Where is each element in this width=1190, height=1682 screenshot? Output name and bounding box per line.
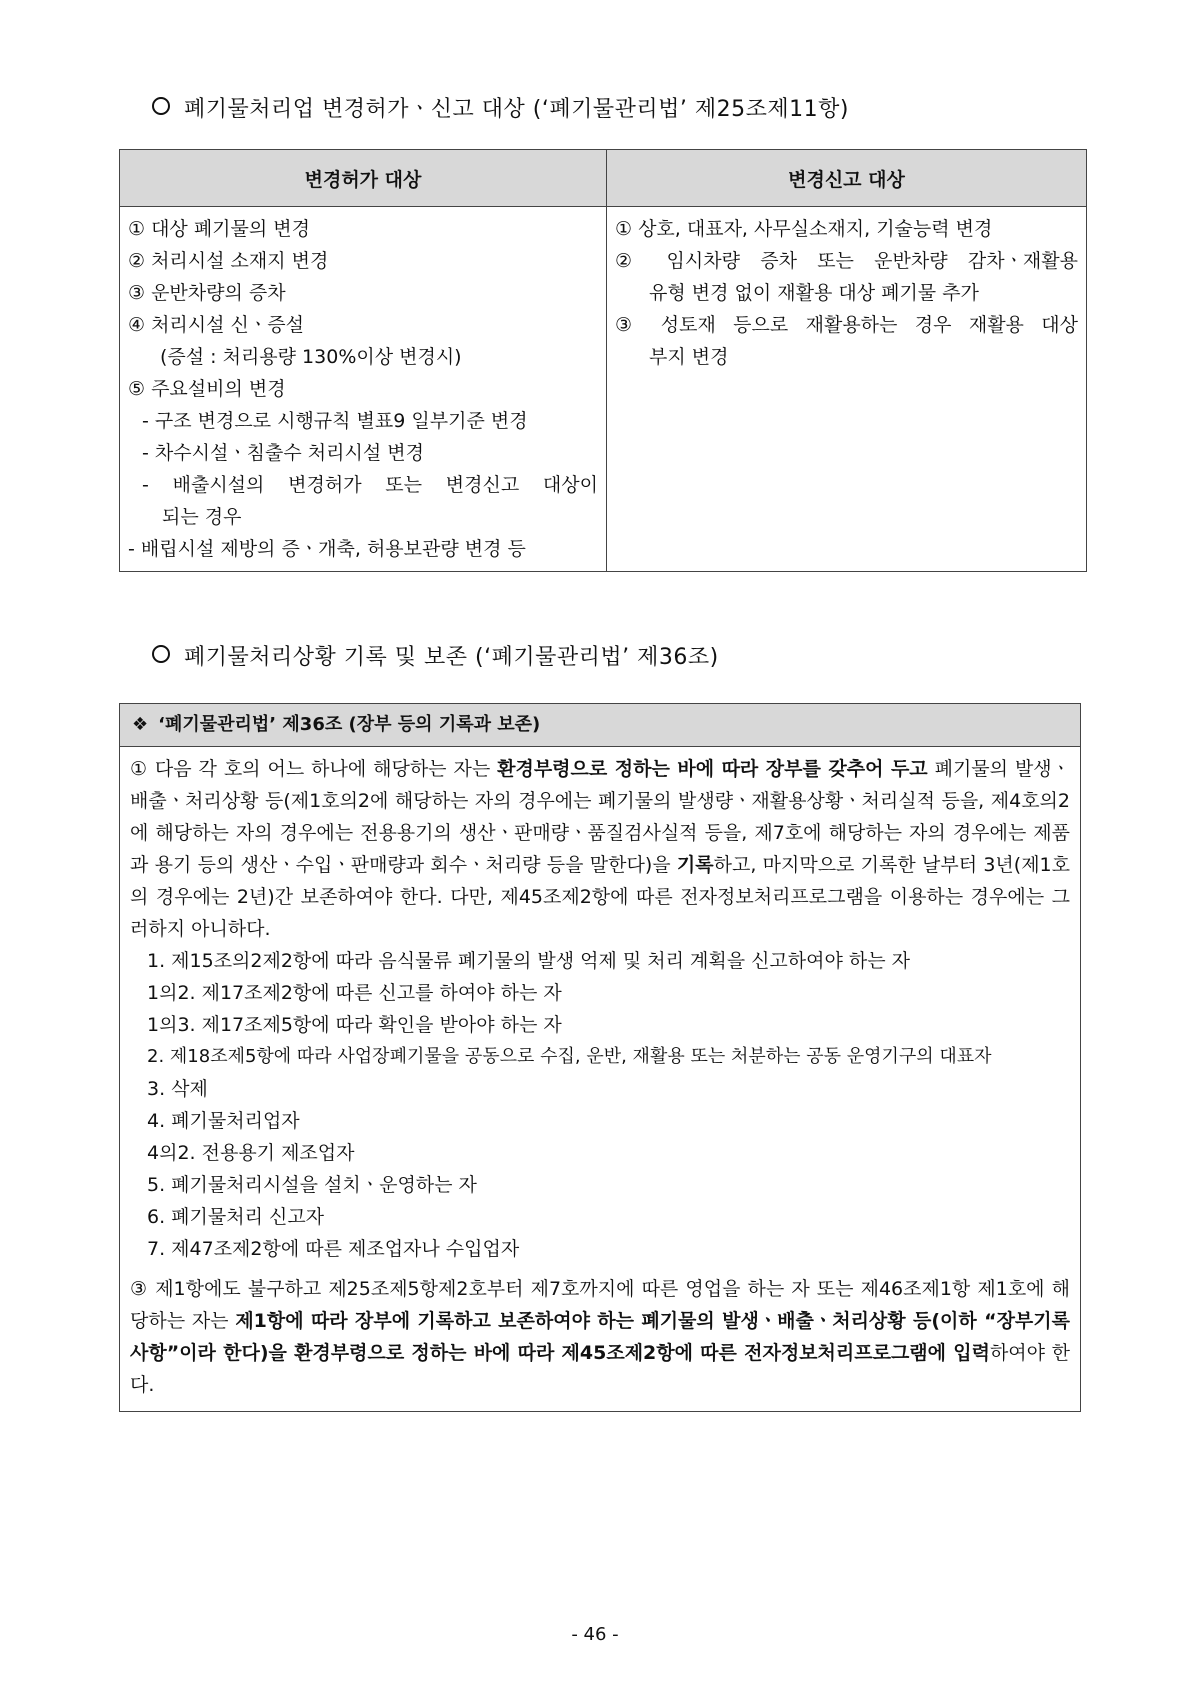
permit-column-header: 변경허가 대상 xyxy=(120,150,607,207)
law-excerpt-header xyxy=(120,704,1080,747)
report-line: 부지 변경 xyxy=(649,346,729,368)
permit-line: - 차수시설ㆍ침출수 처리시설 변경 xyxy=(142,442,424,464)
section2-title: 폐기물처리상황 기록 및 보존 (‘폐기물관리법’ 제36조) xyxy=(184,645,719,670)
para3-bold: 제1항에 따라 장부에 기록하고 보존하여야 하는 폐기물의 발생ㆍ배출ㆍ처리상황 등(이하 “장부기록사항”이라 한다)을 환경부령으로 정하는 바에 따라 제45조제2항에 따른 전자정보처리프로그램에 입력 xyxy=(130,1310,1070,1364)
list-item: 5. 폐기물처리시설을 설치ㆍ운영하는 자 xyxy=(147,1174,477,1196)
list-item: 1의3. 제17조제5항에 따라 확인을 받아야 하는 자 xyxy=(147,1014,562,1036)
report-column-header: 변경신고 대상 xyxy=(607,150,1087,207)
report-line: ② 임시차량 증차 또는 운반차량 감차ㆍ재활용 xyxy=(615,250,1078,272)
permit-line: ② 처리시설 소재지 변경 xyxy=(128,250,329,272)
permit-line: - 구조 변경으로 시행규칙 별표9 일부기준 변경 xyxy=(142,410,528,432)
para3-text: 하여야 한다. xyxy=(130,1342,1070,1396)
report-line: 유형 변경 없이 재활용 대상 폐기물 추가 xyxy=(649,282,979,304)
list-item: 6. 폐기물처리 신고자 xyxy=(147,1206,325,1228)
report-line: ③ 성토재 등으로 재활용하는 경우 재활용 대상 xyxy=(615,314,1078,336)
law-excerpt-title: ‘폐기물관리법’ 제36조 (장부 등의 기록과 보존) xyxy=(158,714,541,735)
permit-line: ④ 처리시설 신ㆍ증설 xyxy=(128,314,304,336)
para1-text: ① 다음 각 호의 어느 하나에 해당하는 자는 xyxy=(130,758,498,780)
para1-text: 폐기물의 발생ㆍ배출ㆍ처리상황 등(제1호의2에 해당하는 자의 경우에는 폐기물의 발생량ㆍ재활용상황ㆍ처리실적 등을, 제4호의2에 해당하는 자의 경우에는 전용용기의 생산ㆍ판매량ㆍ품질검사실적 등을, 제7호에 해당하는 자의 경우에는 제품과 용기 등의 생산ㆍ수입ㆍ판매량과 회수ㆍ처리량 등을 말한다)을 xyxy=(130,758,1071,876)
permit-line: ③ 운반차량의 증차 xyxy=(128,282,286,304)
para3-text: ③ 제1항에도 불구하고 제25조제5항제2호부터 제7호까지에 따른 영업을 하는 자 또는 제46조제1항 제1호에 해당하는 자는 xyxy=(130,1278,1070,1332)
section2-heading xyxy=(152,640,719,671)
law-excerpt-box xyxy=(119,703,1081,1412)
section1-title: 폐기물처리업 변경허가ㆍ신고 대상 (‘폐기물관리법’ 제25조제11항) xyxy=(184,97,849,122)
paragraph-1 xyxy=(130,753,1070,945)
circle-bullet-icon xyxy=(152,645,170,663)
report-cell xyxy=(607,207,1087,572)
permit-line: - 배출시설의 변경허가 또는 변경신고 대상이 xyxy=(142,474,598,496)
list-item: 4의2. 전용용기 제조업자 xyxy=(147,1142,355,1164)
page-number: - 46 - xyxy=(571,1624,619,1645)
diamond-bullet-icon: ❖ xyxy=(132,714,149,735)
section1-heading xyxy=(152,92,849,123)
report-line: ① 상호, 대표자, 사무실소재지, 기술능력 변경 xyxy=(615,218,993,240)
list-item: 2. 제18조제5항에 따라 사업장폐기물을 공동으로 수집, 운반, 재활용 또는 처분하는 공동 운영기구의 대표자 xyxy=(147,1046,992,1067)
para1-bold: 기록 xyxy=(676,854,714,876)
paragraph-3 xyxy=(130,1273,1070,1401)
law-excerpt-body xyxy=(120,747,1080,1411)
permit-line: ① 대상 폐기물의 변경 xyxy=(128,218,310,240)
permit-cell xyxy=(120,207,607,572)
permit-line: 되는 경우 xyxy=(162,506,242,528)
para1-bold: 환경부령으로 정하는 바에 따라 장부를 갖추어 두고 xyxy=(497,758,928,780)
list-item: 7. 제47조제2항에 따른 제조업자나 수입업자 xyxy=(147,1238,520,1260)
circle-bullet-icon xyxy=(152,97,170,115)
permit-line: - 배립시설 제방의 증ㆍ개축, 허용보관량 변경 등 xyxy=(128,538,526,560)
para1-text: 하고, 마지막으로 기록한 날부터 3년(제1호의 경우에는 2년)간 보존하여야 한다. 다만, 제45조제2항에 따른 전자정보처리프로그램을 이용하는 경우에는 그러하지 아니하다. xyxy=(130,854,1070,940)
list-item: 4. 폐기물처리업자 xyxy=(147,1110,300,1132)
permit-line: (증설 : 처리용량 130%이상 변경시) xyxy=(160,346,462,368)
change-permit-table xyxy=(119,149,1087,572)
list-item: 1의2. 제17조제2항에 따른 신고를 하여야 하는 자 xyxy=(147,982,562,1004)
list-item: 3. 삭제 xyxy=(147,1078,208,1100)
permit-line: ⑤ 주요설비의 변경 xyxy=(128,378,286,400)
list-item: 1. 제15조의2제2항에 따라 음식물류 폐기물의 발생 억제 및 처리 계획을 신고하여야 하는 자 xyxy=(147,950,910,972)
